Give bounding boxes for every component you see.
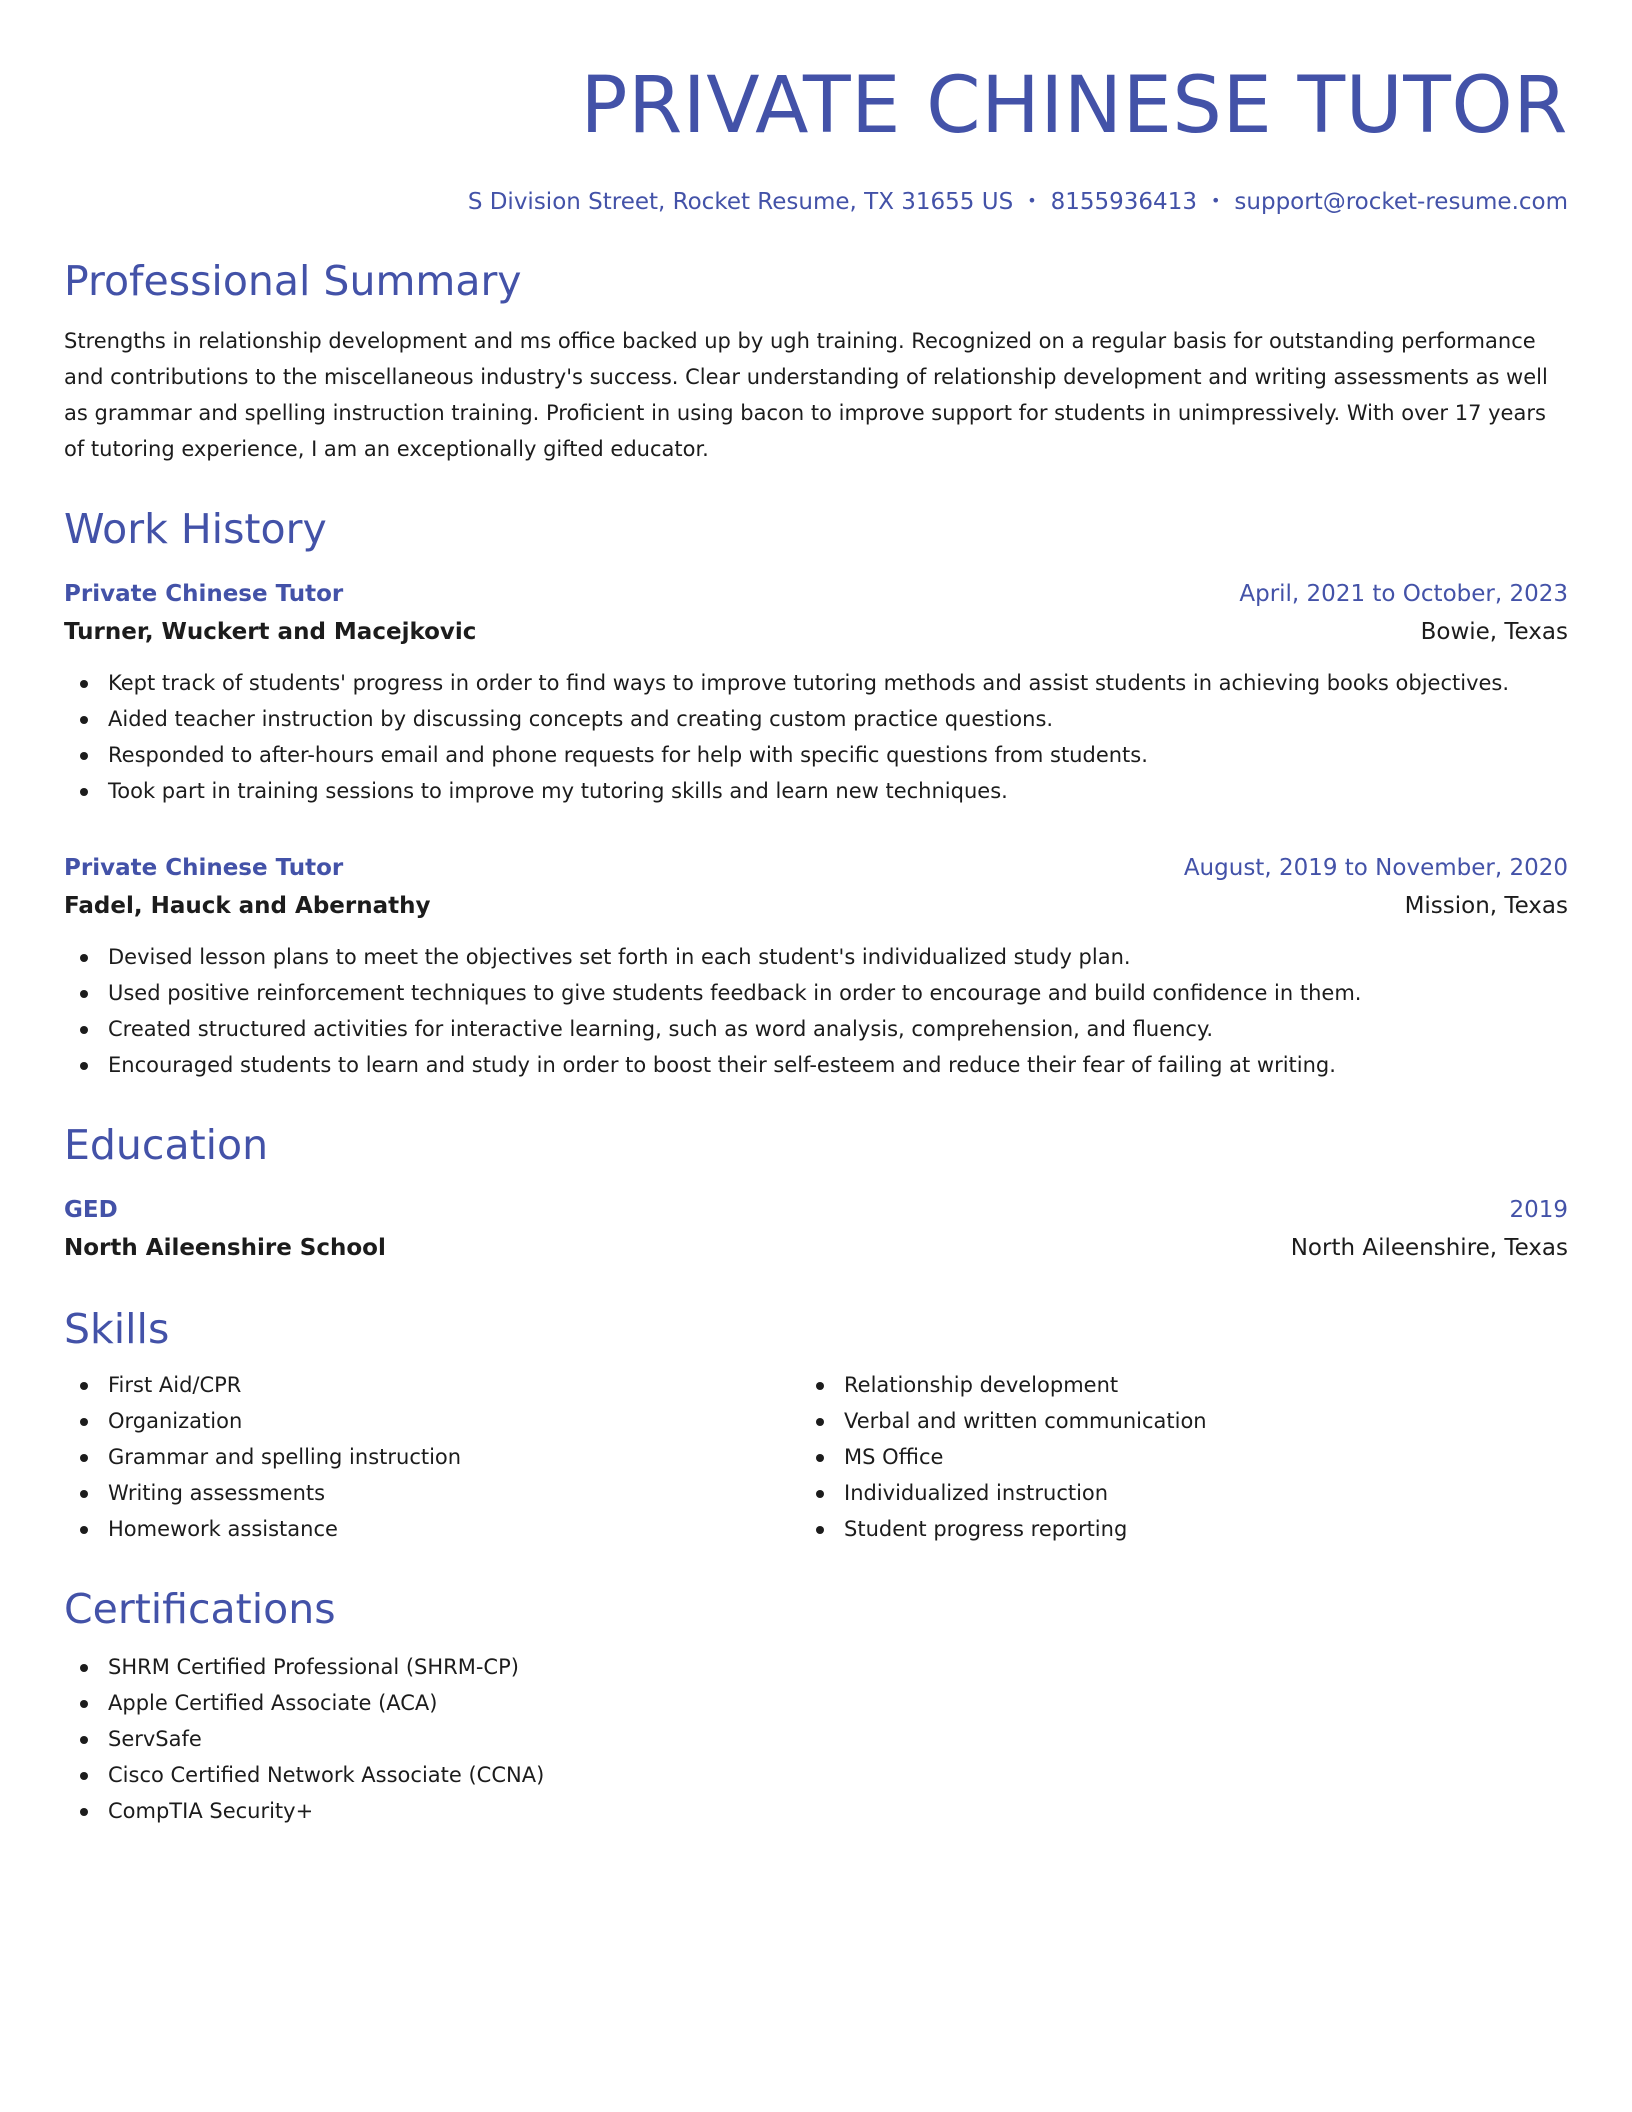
summary-section (64, 255, 1568, 467)
skill-item: Individualized instruction (800, 1475, 1536, 1511)
job-location: Bowie, Texas (1420, 618, 1568, 645)
skills-list-right (800, 1367, 1536, 1547)
job-company-row (64, 887, 1568, 925)
job-entry (64, 849, 1568, 1083)
job-dates: April, 2021 to October, 2023 (1239, 580, 1568, 607)
skill-item: MS Office (800, 1439, 1536, 1475)
skill-item: Student progress reporting (800, 1511, 1536, 1547)
contact-email[interactable]: support@rocket-resume.com (1234, 189, 1568, 215)
job-entry (64, 575, 1568, 809)
summary-text: Strengths in relationship development and ms office backed up by ugh training. Recognized on a regular basis for outstanding performance and contributions to the miscellaneous industry's success. Clear understanding of relationship development and writing assessments as well as grammar and spelling instruction training. Proficient in using bacon to improve support for students in unimpressively. With over 17 years of tutoring experience, I am an exceptionally gifted educator. (64, 328, 1548, 461)
certification-item: Cisco Certified Network Associate (CCNA) (64, 1757, 1568, 1793)
skill-item: Homework assistance (64, 1511, 800, 1547)
job-location: Mission, Texas (1404, 892, 1568, 919)
contact-separator: • (1210, 190, 1221, 210)
certifications-list (64, 1649, 1568, 1829)
skill-item: Relationship development (800, 1367, 1536, 1403)
job-bullet: Used positive reinforcement techniques to give students feedback in order to encourage and build confidence in them. (64, 975, 1568, 1011)
education-heading: Education (64, 1120, 269, 1169)
education-degree-row (64, 1191, 1568, 1229)
education-school-row (64, 1229, 1568, 1267)
job-bullets (64, 939, 1568, 1083)
job-bullet: Kept track of students' progress in order to find ways to improve tutoring methods and assist students in achieving books objectives. (64, 665, 1568, 701)
job-bullet: Devised lesson plans to meet the objectives set forth in each student's individualized study plan. (64, 939, 1568, 975)
job-title: Private Chinese Tutor (64, 854, 344, 881)
contact-address: S Division Street, Rocket Resume, TX 31655 US (467, 189, 1014, 215)
skill-item: First Aid/CPR (64, 1367, 800, 1403)
skill-item: Verbal and written communication (800, 1403, 1536, 1439)
contact-phone: 8155936413 (1050, 189, 1197, 215)
contact-separator: • (1027, 190, 1037, 210)
skills-list-left (64, 1367, 800, 1547)
skills-heading: Skills (64, 1304, 170, 1353)
education-location: North Aileenshire, Texas (1290, 1234, 1568, 1261)
certifications-heading: Certifications (64, 1584, 336, 1633)
education-year: 2019 (1509, 1196, 1568, 1223)
work-history-heading: Work History (64, 504, 327, 553)
skills-grid (64, 1367, 1568, 1547)
job-bullet: Took part in training sessions to improve my tutoring skills and learn new techniques. (64, 773, 1568, 809)
job-dates: August, 2019 to November, 2020 (1183, 854, 1568, 881)
work-history-section (64, 503, 1568, 1083)
job-company: Fadel, Hauck and Abernathy (64, 892, 431, 919)
education-entry (64, 1191, 1568, 1267)
education-degree: GED (64, 1196, 118, 1223)
skill-item: Grammar and spelling instruction (64, 1439, 800, 1475)
job-bullet: Responded to after-hours email and phone requests for help with specific questions from students. (64, 737, 1568, 773)
job-bullet: Aided teacher instruction by discussing concepts and creating custom practice questions. (64, 701, 1568, 737)
job-company-row (64, 613, 1568, 651)
skills-section (64, 1303, 1568, 1547)
job-title: Private Chinese Tutor (64, 580, 344, 607)
job-bullets (64, 665, 1568, 809)
job-title-row (64, 575, 1568, 613)
contact-line (64, 186, 1568, 219)
resume-title: PRIVATE CHINESE TUTOR (580, 61, 1568, 151)
job-bullet: Encouraged students to learn and study in order to boost their self-esteem and reduce their fear of failing at writing. (64, 1047, 1568, 1083)
skill-item: Organization (64, 1403, 800, 1439)
certification-item: SHRM Certified Professional (SHRM-CP) (64, 1649, 1568, 1685)
certifications-section (64, 1583, 1568, 1829)
certification-item: Apple Certified Associate (ACA) (64, 1685, 1568, 1721)
job-bullet: Created structured activities for interactive learning, such as word analysis, comprehension, and fluency. (64, 1011, 1568, 1047)
job-title-row (64, 849, 1568, 887)
certification-item: ServSafe (64, 1721, 1568, 1757)
certification-item: CompTIA Security+ (64, 1793, 1568, 1829)
education-school: North Aileenshire School (64, 1234, 386, 1261)
skill-item: Writing assessments (64, 1475, 800, 1511)
job-company: Turner, Wuckert and Macejkovic (64, 618, 477, 645)
summary-heading: Professional Summary (64, 256, 522, 305)
education-section (64, 1119, 1568, 1267)
